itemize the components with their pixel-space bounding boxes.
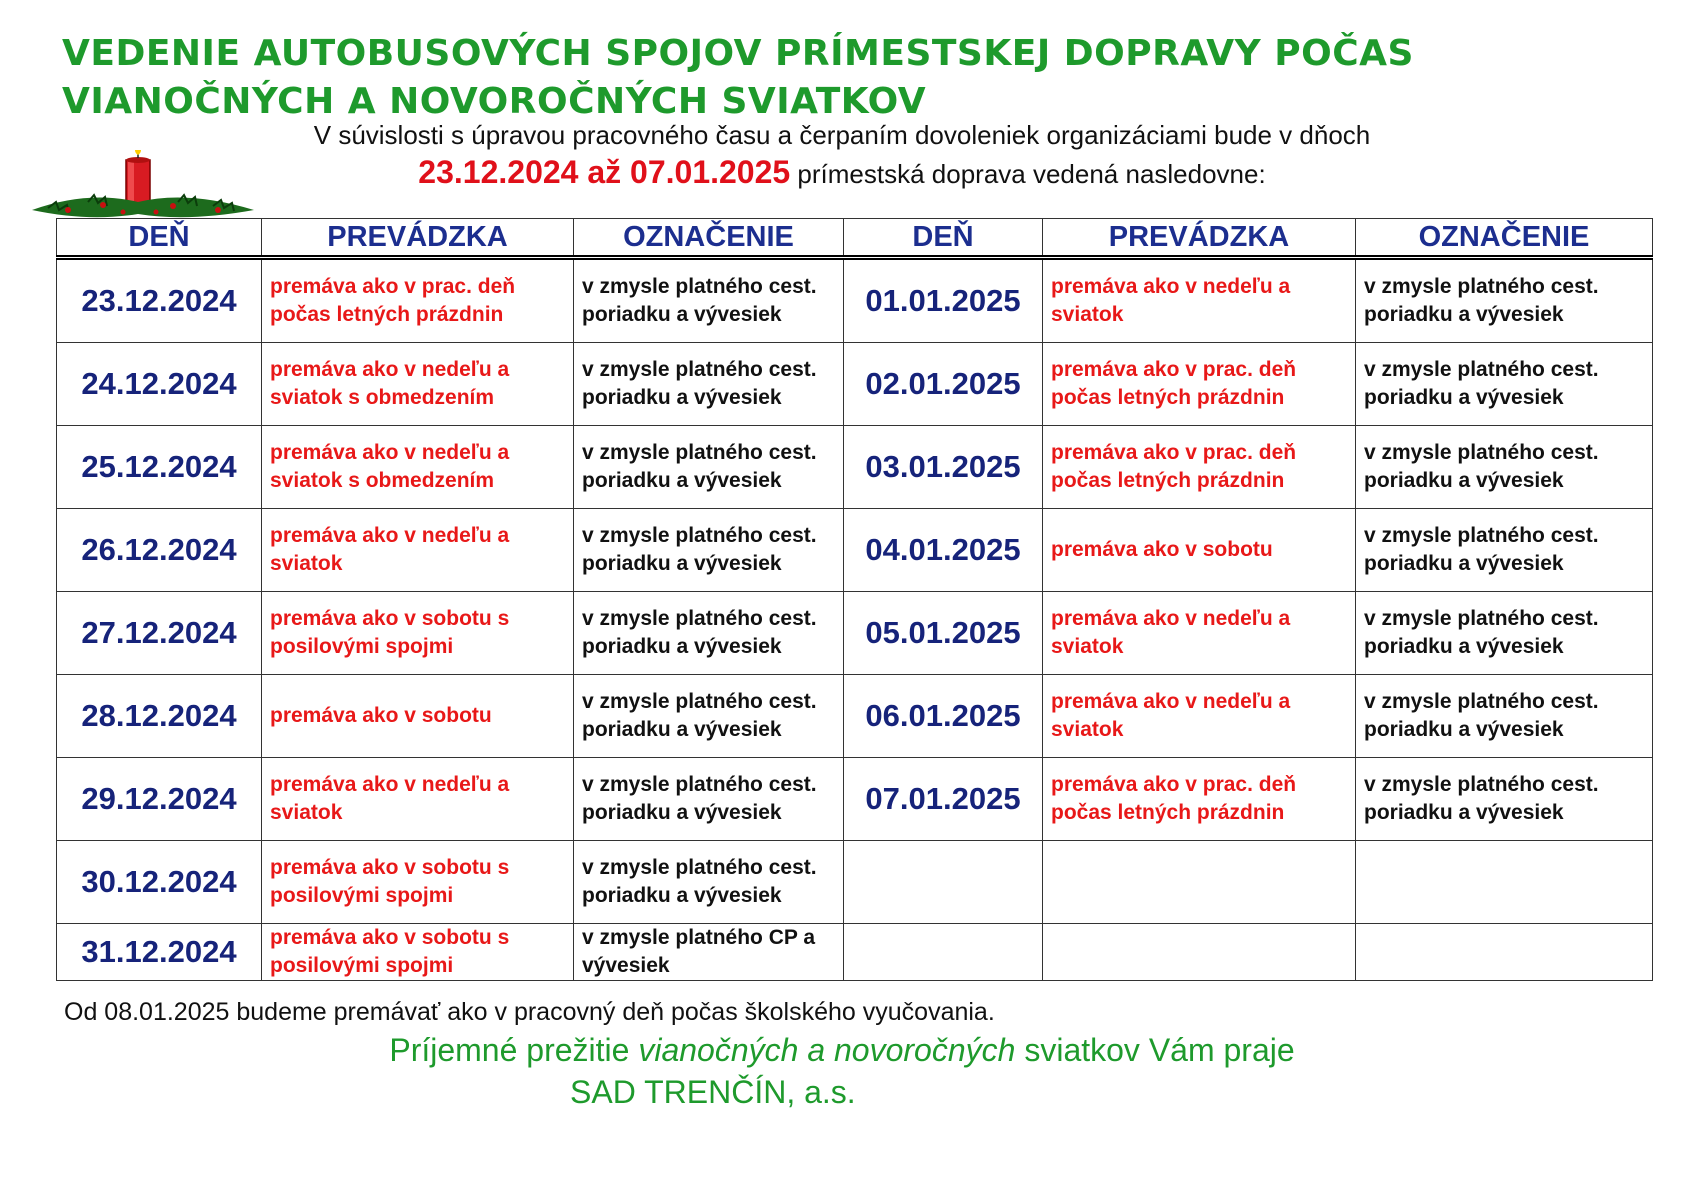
- left-oznacenie: v zmysle platného cest. poriadku a vývesiek: [574, 675, 844, 758]
- right-prevadzka: premáva ako v nedeľu a sviatok: [1043, 675, 1356, 758]
- left-den: 26.12.2024: [57, 509, 262, 592]
- table-header-row: [57, 219, 1653, 258]
- left-prevadzka: premáva ako v prac. deň počas letných prázdnin: [262, 258, 574, 343]
- left-prevadzka: premáva ako v nedeľu a sviatok s obmedzením: [262, 343, 574, 426]
- table-row: [57, 343, 1653, 426]
- footer-note: Od 08.01.2025 budeme premávať ako v pracovný deň počas školského vyučovania.: [64, 998, 995, 1026]
- right-prevadzka: premáva ako v prac. deň počas letných prázdnin: [1043, 426, 1356, 509]
- left-oznacenie: v zmysle platného cest. poriadku a vývesiek: [574, 426, 844, 509]
- left-prevadzka: premáva ako v sobotu s posilovými spojmi: [262, 592, 574, 675]
- table-row: [57, 426, 1653, 509]
- header-prevadzka: PREVÁDZKA: [262, 219, 574, 258]
- left-oznacenie: v zmysle platného cest. poriadku a vývesiek: [574, 509, 844, 592]
- table-row: [57, 509, 1653, 592]
- left-oznacenie: v zmysle platného cest. poriadku a vývesiek: [574, 592, 844, 675]
- right-prevadzka: premáva ako v nedeľu a sviatok: [1043, 258, 1356, 343]
- header-den: DEŇ: [57, 219, 262, 258]
- left-den: 23.12.2024: [57, 258, 262, 343]
- left-den: 29.12.2024: [57, 758, 262, 841]
- left-oznacenie: v zmysle platného CP a vývesiek: [574, 924, 844, 981]
- table-row: [57, 258, 1653, 343]
- right-oznacenie: v zmysle platného cest. poriadku a vývesiek: [1356, 758, 1653, 841]
- title-line-2: VIANOČNÝCH A NOVOROČNÝCH SVIATKOV: [62, 81, 927, 122]
- right-oznacenie: [1356, 841, 1653, 924]
- right-den: [844, 924, 1043, 981]
- right-den: [844, 841, 1043, 924]
- right-den: 07.01.2025: [844, 758, 1043, 841]
- schedule-table: [56, 218, 1653, 981]
- table-row: [57, 758, 1653, 841]
- right-den: 06.01.2025: [844, 675, 1043, 758]
- left-prevadzka: premáva ako v nedeľu a sviatok: [262, 509, 574, 592]
- table-row: [57, 592, 1653, 675]
- left-prevadzka: premáva ako v sobotu: [262, 675, 574, 758]
- right-den: 03.01.2025: [844, 426, 1043, 509]
- intro-line-2: [0, 154, 1684, 191]
- right-oznacenie: v zmysle platného cest. poriadku a vývesiek: [1356, 592, 1653, 675]
- right-oznacenie: v zmysle platného cest. poriadku a vývesiek: [1356, 426, 1653, 509]
- right-den: 04.01.2025: [844, 509, 1043, 592]
- wish-part-1: Príjemné prežitie: [389, 1032, 639, 1068]
- header-den: DEŇ: [844, 219, 1043, 258]
- table-row: [57, 924, 1653, 981]
- right-oznacenie: v zmysle platného cest. poriadku a vývesiek: [1356, 509, 1653, 592]
- right-oznacenie: [1356, 924, 1653, 981]
- right-prevadzka: premáva ako v sobotu: [1043, 509, 1356, 592]
- left-den: 25.12.2024: [57, 426, 262, 509]
- company-name: SAD TRENČÍN, a.s.: [570, 1074, 856, 1110]
- intro-line-1: V súvislosti s úpravou pracovného času a čerpaním dovoleniek organizáciami bude v dňoch: [313, 120, 1371, 150]
- left-prevadzka: premáva ako v sobotu s posilovými spojmi: [262, 924, 574, 981]
- title-line-1: VEDENIE AUTOBUSOVÝCH SPOJOV PRÍMESTSKEJ DOPRAVY POČAS: [62, 33, 1414, 74]
- left-prevadzka: premáva ako v nedeľu a sviatok s obmedzením: [262, 426, 574, 509]
- right-den: 05.01.2025: [844, 592, 1043, 675]
- right-prevadzka: premáva ako v prac. deň počas letných prázdnin: [1043, 758, 1356, 841]
- left-oznacenie: v zmysle platného cest. poriadku a vývesiek: [574, 258, 844, 343]
- header-oznacenie: OZNAČENIE: [574, 219, 844, 258]
- right-prevadzka: [1043, 841, 1356, 924]
- left-den: 24.12.2024: [57, 343, 262, 426]
- right-den: 02.01.2025: [844, 343, 1043, 426]
- right-prevadzka: [1043, 924, 1356, 981]
- right-prevadzka: premáva ako v prac. deň počas letných prázdnin: [1043, 343, 1356, 426]
- header-oznacenie: OZNAČENIE: [1356, 219, 1653, 258]
- right-oznacenie: v zmysle platného cest. poriadku a vývesiek: [1356, 258, 1653, 343]
- left-den: 30.12.2024: [57, 841, 262, 924]
- wish-part-2: sviatkov Vám praje: [1015, 1032, 1295, 1068]
- left-oznacenie: v zmysle platného cest. poriadku a vývesiek: [574, 758, 844, 841]
- date-range: 23.12.2024 až 07.01.2025: [418, 154, 791, 190]
- left-prevadzka: premáva ako v sobotu s posilovými spojmi: [262, 841, 574, 924]
- page-title: [62, 30, 1622, 126]
- wish-italic: vianočných a novoročných: [638, 1032, 1016, 1068]
- left-den: 28.12.2024: [57, 675, 262, 758]
- intro-line-2-rest: prímestská doprava vedená nasledovne:: [790, 159, 1266, 189]
- left-den: 31.12.2024: [57, 924, 262, 981]
- right-den: 01.01.2025: [844, 258, 1043, 343]
- table-row: [57, 675, 1653, 758]
- right-prevadzka: premáva ako v nedeľu a sviatok: [1043, 592, 1356, 675]
- left-den: 27.12.2024: [57, 592, 262, 675]
- footer-wish: [0, 1032, 1684, 1069]
- header-prevadzka: PREVÁDZKA: [1043, 219, 1356, 258]
- left-prevadzka: premáva ako v nedeľu a sviatok: [262, 758, 574, 841]
- left-oznacenie: v zmysle platného cest. poriadku a vývesiek: [574, 841, 844, 924]
- left-oznacenie: v zmysle platného cest. poriadku a vývesiek: [574, 343, 844, 426]
- table-row: [57, 841, 1653, 924]
- right-oznacenie: v zmysle platného cest. poriadku a vývesiek: [1356, 343, 1653, 426]
- right-oznacenie: v zmysle platného cest. poriadku a vývesiek: [1356, 675, 1653, 758]
